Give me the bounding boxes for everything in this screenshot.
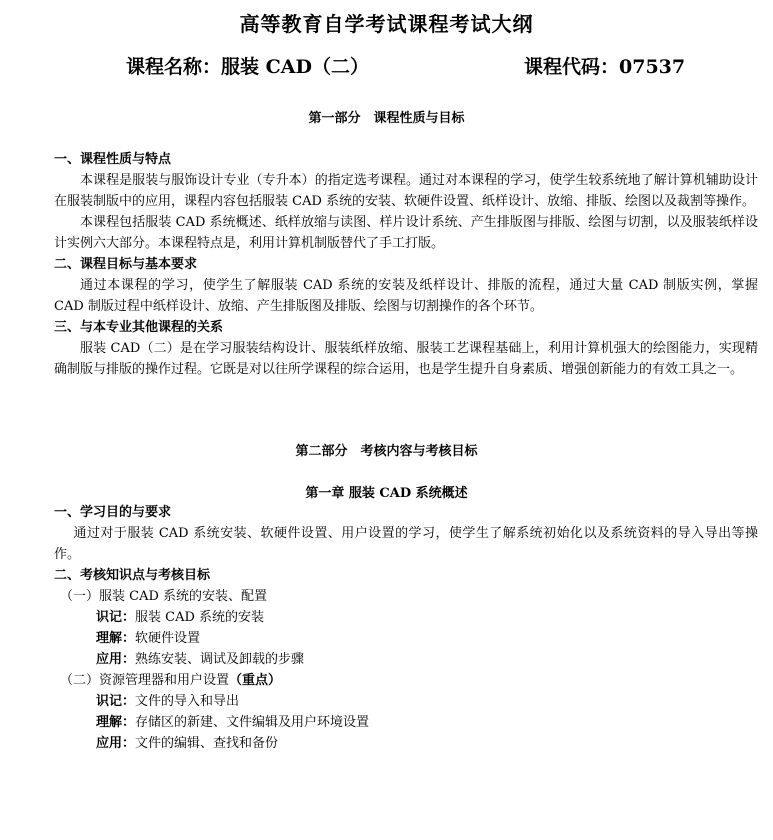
item-text: 文件的编辑、查找和备份 <box>135 736 279 751</box>
subsection-resource <box>54 670 758 691</box>
section-heading-assessment: 二、考核知识点与考核目标 <box>54 568 211 583</box>
section-heading-purpose: 一、学习目的与要求 <box>54 505 172 520</box>
paragraph-relation: 服装 CAD（二）是在学习服装结构设计、服装纸样放缩、服装工艺课程基础上，利用计算机强大的绘图能力，实现精确制版与排版的操作过程。它既是对以往所学课程的综合运用，也是学生提升自身素质、增强创新能力的有效工具之一。 <box>54 341 758 377</box>
list-item <box>54 607 758 628</box>
item-text: 软硬件设置 <box>135 631 201 646</box>
level-label: 理解： <box>96 631 136 646</box>
spacer <box>54 380 758 410</box>
syllabus-body <box>54 149 758 410</box>
document-title: 高等教育自学考试课程考试大纲 <box>239 12 534 36</box>
level-label: 应用： <box>96 652 136 667</box>
subsection-install: （一）服装 CAD 系统的安装、配置 <box>60 589 268 604</box>
list-item <box>54 628 758 649</box>
level-label: 识记： <box>96 610 136 625</box>
item-text: 存储区的新建、文件编辑及用户环境设置 <box>135 715 370 730</box>
level-label: 应用： <box>96 736 136 751</box>
paragraph-nature-1: 本课程是服装与服饰设计专业（专升本）的指定选考课程。通过对本课程的学习，使学生较系统地了解计算机辅助设计在服装制版中的应用，课程内容包括服装 CAD 系统的安装、软硬件设置、纸样设计、放缩、排版、绘图以及裁割等操作。 <box>54 173 758 209</box>
item-text: 文件的导入和导出 <box>135 694 240 709</box>
chapter1-title: 第一章 服装 CAD 系统概述 <box>305 486 468 501</box>
section-heading-nature: 一、课程性质与特点 <box>54 152 172 167</box>
section-heading-relation: 三、与本专业其他课程的关系 <box>54 320 224 335</box>
level-label: 识记： <box>96 694 136 709</box>
paragraph-goals: 通过本课程的学习，使学生了解服装 CAD 系统的安装及纸样设计、排版的流程，通过大量 CAD 制版实例，掌握 CAD 制版过程中纸样设计、放缩、产生排版图及排版、绘图与切割操作的各个环节。 <box>54 278 758 314</box>
level-label: 理解： <box>96 715 136 730</box>
part2-title: 第二部分 考核内容与考核目标 <box>295 444 478 459</box>
part1-title: 第一部分 课程性质与目标 <box>308 111 465 126</box>
course-code: 课程代码：07537 <box>524 56 686 78</box>
chapter1-body <box>54 502 758 754</box>
paragraph-nature-2: 本课程包括服装 CAD 系统概述、纸样放缩与读图、样片设计系统、产生排版图与排版、绘图与切割，以及服装纸样设计实例六大部分。本课程特点是，利用计算机制版替代了手工打版。 <box>54 215 758 251</box>
item-text: 熟练安装、调试及卸载的步骤 <box>135 652 305 667</box>
list-item <box>54 691 758 712</box>
item-text: 服装 CAD 系统的安装 <box>135 610 265 625</box>
section-heading-goals: 二、课程目标与基本要求 <box>54 257 198 272</box>
paragraph-purpose: 通过对于服装 CAD 系统安装、软硬件设置、用户设置的学习，使学生了解系统初始化以及系统资料的导入导出等操作。 <box>54 526 758 562</box>
course-name: 课程名称：服装 CAD（二） <box>126 56 369 78</box>
emphasis-key-point: （重点） <box>229 673 282 688</box>
list-item <box>54 733 758 754</box>
list-item <box>54 712 758 733</box>
list-item <box>54 649 758 670</box>
subsection-label: （二）资源管理器和用户设置 <box>60 673 230 688</box>
